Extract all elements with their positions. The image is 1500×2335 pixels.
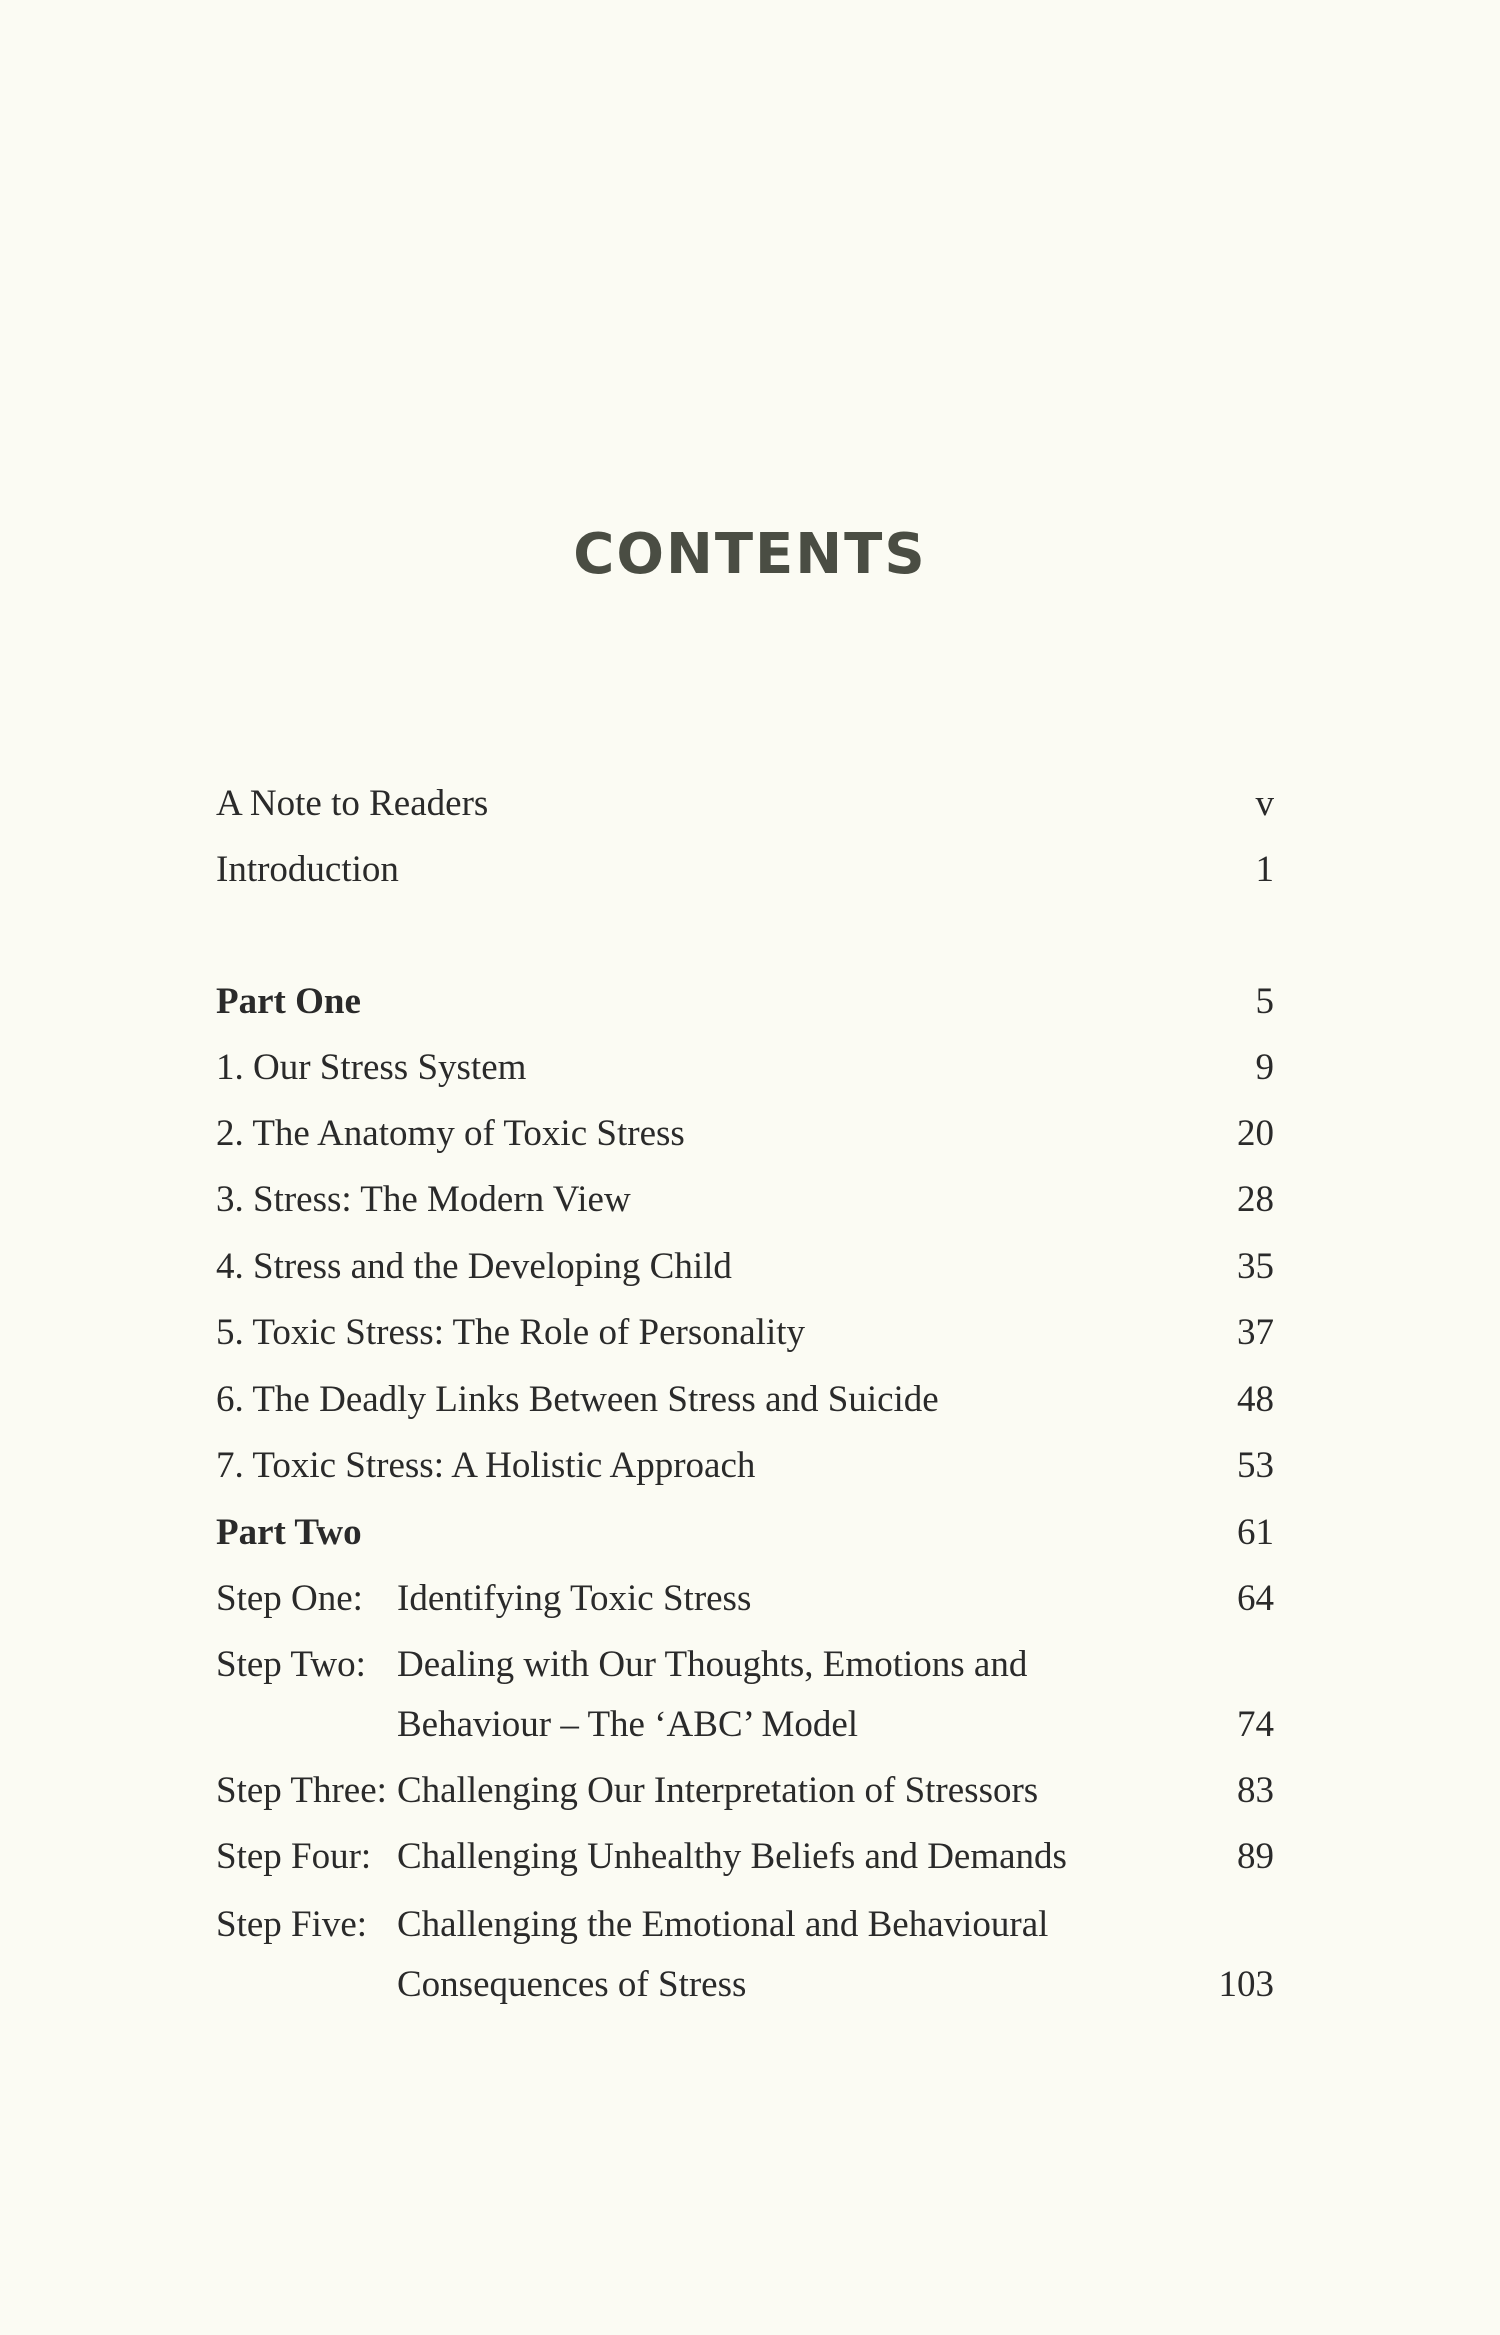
toc-entry-label: 2. The Anatomy of Toxic Stress: [216, 1113, 685, 1154]
toc-step-three[interactable]: [216, 1762, 1274, 1820]
toc-entry-page: 20: [1237, 1113, 1274, 1154]
toc-step-name: Step Three:: [216, 1770, 387, 1811]
toc-entry-page: 89: [1237, 1836, 1274, 1877]
toc-step-name: Step Four:: [216, 1836, 372, 1877]
toc-part-label: Part One: [216, 981, 361, 1022]
toc-step-five[interactable]: [216, 1896, 1274, 2005]
toc-entry-label: Introduction: [216, 849, 399, 890]
page-title: CONTENTS: [573, 522, 927, 587]
toc-step-title: Dealing with Our Thoughts, Emotions and: [397, 1644, 1028, 1685]
toc-entry-page: 9: [1255, 1047, 1274, 1088]
toc-entry-page: 37: [1237, 1312, 1274, 1353]
toc-entry-page: v: [1255, 783, 1274, 824]
toc-entry-label: 5. Toxic Stress: The Role of Personality: [216, 1312, 806, 1353]
toc-step-title: Identifying Toxic Stress: [397, 1578, 752, 1619]
toc-part-label: Part Two: [216, 1512, 362, 1553]
toc-step-title: Challenging Our Interpretation of Stressors: [397, 1770, 1039, 1811]
toc-step-name: Step Five:: [216, 1904, 368, 1945]
toc-chapter-7[interactable]: [216, 1437, 1274, 1495]
toc-entry-page: 53: [1237, 1445, 1274, 1486]
toc-chapter-2[interactable]: [216, 1105, 1274, 1163]
toc-entry-label: 7. Toxic Stress: A Holistic Approach: [216, 1445, 756, 1486]
toc-step-title: Challenging Unhealthy Beliefs and Demands: [397, 1836, 1067, 1877]
toc-chapter-6[interactable]: [216, 1371, 1274, 1429]
toc-chapter-4[interactable]: [216, 1238, 1274, 1296]
toc-entry-page: 61: [1237, 1512, 1274, 1553]
toc-part-two[interactable]: [216, 1504, 1274, 1562]
toc-step-title-continued: Behaviour – The ‘ABC’ Model: [397, 1704, 859, 1745]
toc-part-one[interactable]: [216, 973, 1274, 1031]
toc-entry-page: 1: [1255, 849, 1274, 890]
toc-entry-label: 6. The Deadly Links Between Stress and Suicide: [216, 1379, 939, 1420]
toc-entry-note-to-readers[interactable]: [216, 775, 1274, 833]
toc-entry-page: 103: [1218, 1964, 1274, 2005]
toc-entry-label: A Note to Readers: [216, 783, 489, 824]
toc-step-one[interactable]: [216, 1570, 1274, 1628]
toc-entry-label: 1. Our Stress System: [216, 1047, 527, 1088]
toc-step-title: Challenging the Emotional and Behavioural: [397, 1904, 1049, 1945]
toc-entry-page: 48: [1237, 1379, 1274, 1420]
toc-entry-label: 4. Stress and the Developing Child: [216, 1246, 732, 1287]
toc-entry-page: 28: [1237, 1179, 1274, 1220]
toc-chapter-1[interactable]: [216, 1039, 1274, 1097]
toc-entry-page: 64: [1237, 1578, 1274, 1619]
toc-entry-label: 3. Stress: The Modern View: [216, 1179, 631, 1220]
toc-step-title-continued: Consequences of Stress: [397, 1964, 747, 2005]
toc-step-name: Step Two:: [216, 1644, 366, 1685]
toc-entry-page: 35: [1237, 1246, 1274, 1287]
toc-step-four[interactable]: [216, 1828, 1274, 1886]
toc-entry-introduction[interactable]: [216, 841, 1274, 899]
toc-step-two[interactable]: [216, 1636, 1274, 1745]
toc-step-name: Step One:: [216, 1578, 363, 1619]
toc-entry-page: 5: [1255, 981, 1274, 1022]
toc-entry-page: 83: [1237, 1770, 1274, 1811]
toc-entry-page: 74: [1237, 1704, 1274, 1745]
toc-chapter-5[interactable]: [216, 1304, 1274, 1362]
toc-chapter-3[interactable]: [216, 1171, 1274, 1229]
